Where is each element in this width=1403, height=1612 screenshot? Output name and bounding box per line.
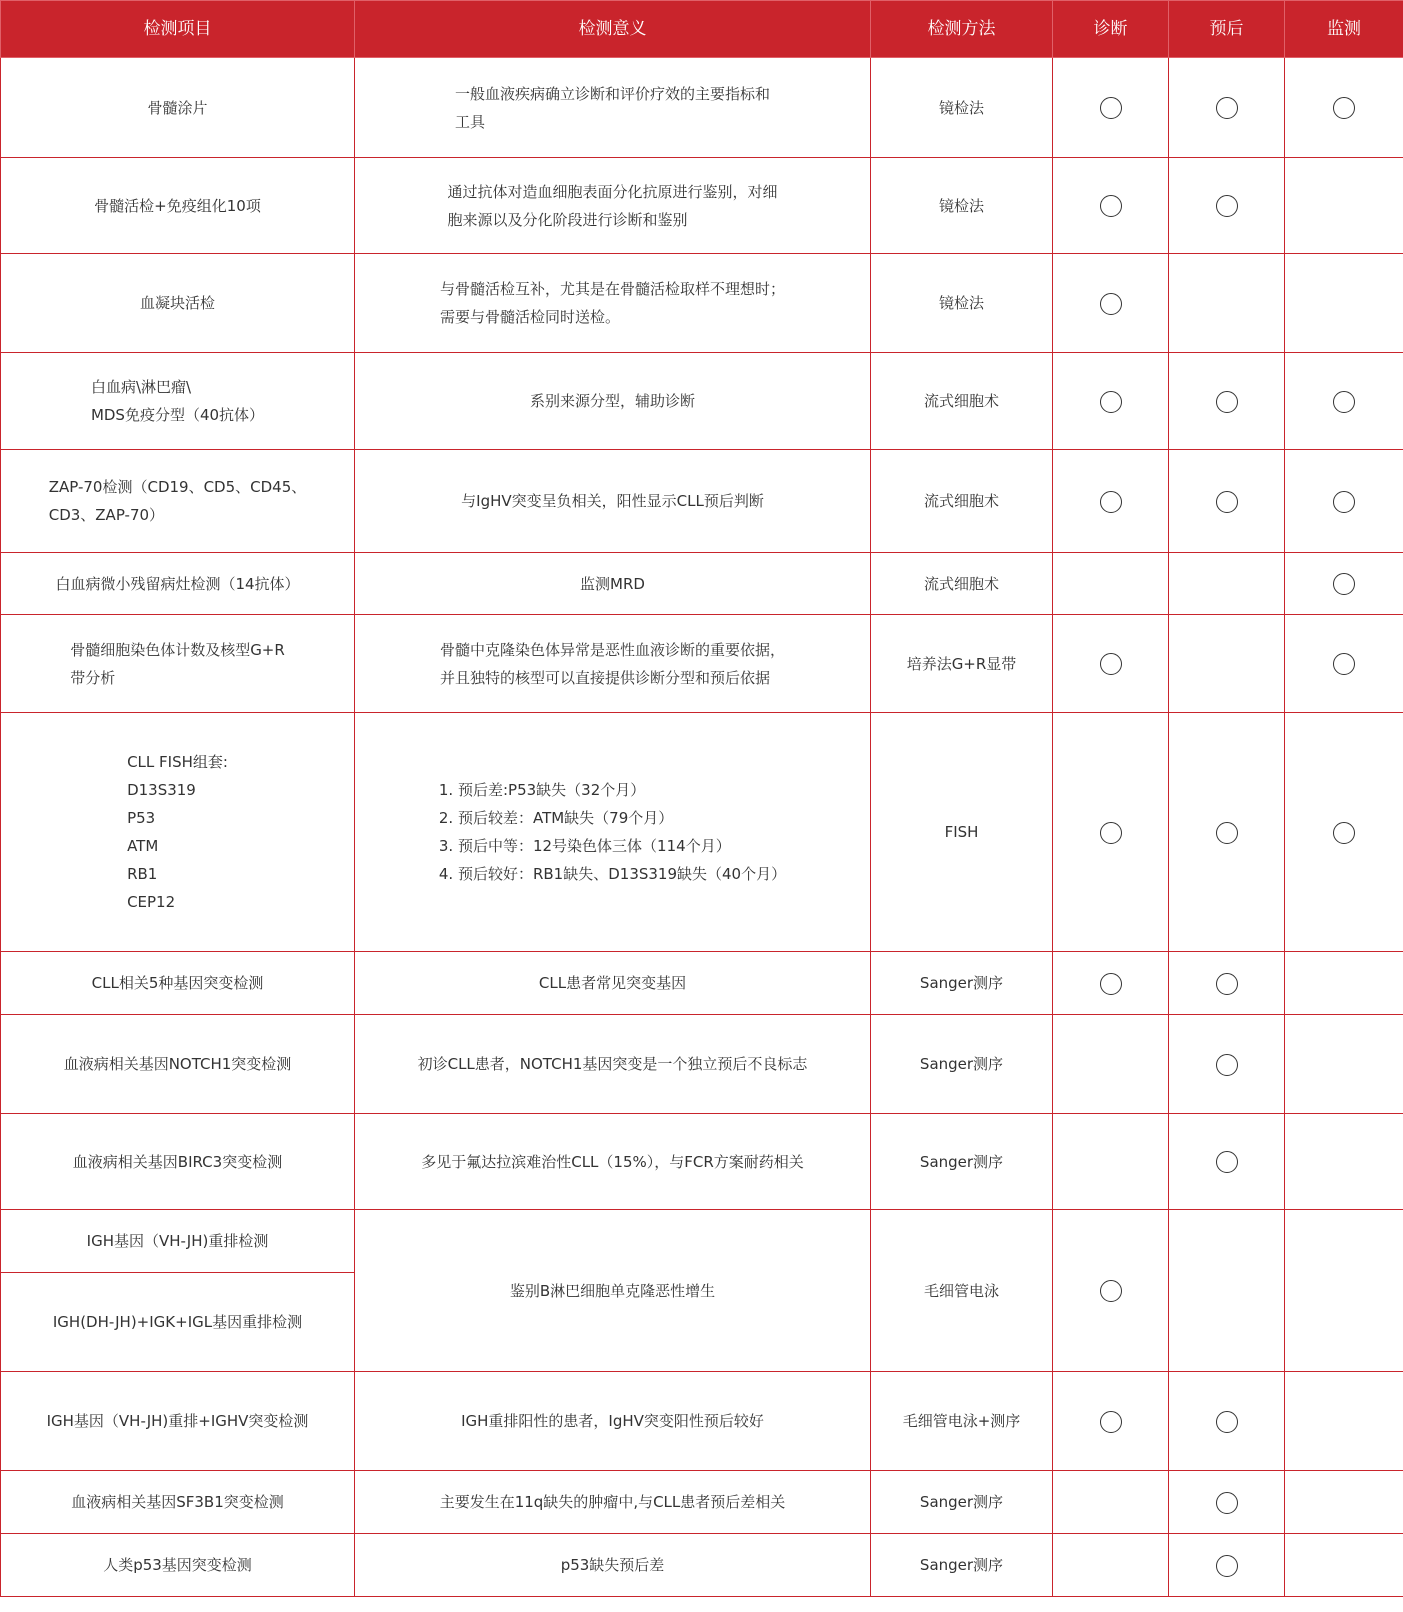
meaning-line: 需要与骨髓活检同时送检。 bbox=[439, 308, 620, 326]
cell-monitoring bbox=[1285, 1114, 1403, 1210]
cell-diagnosis bbox=[1053, 254, 1169, 353]
meaning-text bbox=[439, 776, 786, 888]
cell-item bbox=[1, 450, 355, 553]
cell-prognosis bbox=[1169, 450, 1285, 553]
item-text bbox=[140, 289, 215, 317]
cell-item bbox=[1, 158, 355, 254]
circle-icon bbox=[1216, 491, 1238, 513]
cell-diagnosis bbox=[1053, 353, 1169, 450]
cell-monitoring bbox=[1285, 952, 1403, 1015]
table-row bbox=[1, 58, 1403, 158]
cell-prognosis bbox=[1169, 254, 1285, 353]
cell-item bbox=[1, 1015, 355, 1114]
cell-meaning bbox=[355, 1372, 871, 1471]
meaning-text bbox=[561, 1551, 665, 1579]
cell-method: 流式细胞术 bbox=[871, 450, 1053, 553]
meaning-line: 1. 预后差:P53缺失（32个月） bbox=[438, 781, 646, 799]
item-text bbox=[55, 570, 299, 598]
meaning-line: CLL患者常见突变基因 bbox=[538, 974, 687, 993]
circle-icon bbox=[1216, 822, 1238, 844]
cell-method: 流式细胞术 bbox=[871, 553, 1053, 615]
item-line: IGH(DH-JH)+IGK+IGL基因重排检测 bbox=[52, 1313, 303, 1332]
item-line: IGH基因（VH-JH)重排+IGHV突变检测 bbox=[46, 1412, 309, 1431]
table-row bbox=[1, 553, 1403, 615]
cell-meaning bbox=[355, 952, 871, 1015]
item-line: ZAP-70检测（CD19、CD5、CD45、 bbox=[48, 478, 307, 496]
meaning-line: 监测MRD bbox=[580, 574, 645, 593]
circle-icon bbox=[1216, 1151, 1238, 1173]
cell-monitoring bbox=[1285, 713, 1403, 952]
cell-meaning bbox=[355, 1114, 871, 1210]
item-line: RB1 bbox=[127, 865, 158, 883]
header-meaning: 检测意义 bbox=[355, 1, 871, 58]
cell-prognosis bbox=[1169, 713, 1285, 952]
item-line: ATM bbox=[127, 837, 159, 855]
meaning-line: 3. 预后中等：12号染色体三体（114个月） bbox=[438, 837, 731, 855]
cell-diagnosis bbox=[1053, 1534, 1169, 1597]
item-line: 血液病相关基因SF3B1突变检测 bbox=[71, 1493, 284, 1512]
meaning-line: 并且独特的核型可以直接提供诊断分型和预后依据 bbox=[439, 668, 770, 687]
circle-icon bbox=[1216, 973, 1238, 995]
cell-method: Sanger测序 bbox=[871, 952, 1053, 1015]
cell-diagnosis bbox=[1053, 1471, 1169, 1534]
meaning-line: p53缺失预后差 bbox=[560, 1556, 665, 1575]
table-row bbox=[1, 1015, 1403, 1114]
item-text bbox=[87, 1227, 269, 1255]
cell-monitoring bbox=[1285, 353, 1403, 450]
cell-diagnosis bbox=[1053, 553, 1169, 615]
meaning-text bbox=[510, 1277, 715, 1305]
item-text bbox=[53, 1308, 302, 1336]
meaning-line: 与骨髓活检互补，尤其是在骨髓活检取样不理想时； bbox=[439, 280, 785, 298]
item-line: D13S319 bbox=[127, 781, 196, 799]
item-line: MDS免疫分型（40抗体） bbox=[90, 406, 265, 424]
cell-meaning bbox=[355, 1534, 871, 1597]
cell-item bbox=[1, 1372, 355, 1471]
table-row bbox=[1, 615, 1403, 713]
circle-icon bbox=[1100, 491, 1122, 513]
circle-icon bbox=[1100, 293, 1122, 315]
item-line: 骨髓涂片 bbox=[147, 98, 208, 117]
item-line: 骨髓活检+免疫组化10项 bbox=[94, 196, 261, 215]
circle-icon bbox=[1100, 653, 1122, 675]
circle-icon bbox=[1100, 1411, 1122, 1433]
item-text bbox=[47, 1407, 309, 1435]
cell-item bbox=[1, 1114, 355, 1210]
item-line: 血凝块活检 bbox=[139, 294, 215, 313]
header-method: 检测方法 bbox=[871, 1, 1053, 58]
meaning-line: 骨髓中克隆染色体异常是恶性血液诊断的重要依据， bbox=[439, 640, 785, 659]
table-header-row bbox=[1, 1, 1403, 58]
cell-item bbox=[1, 615, 355, 713]
table-row bbox=[1, 254, 1403, 353]
cell-item bbox=[1, 553, 355, 615]
item-line: CD3、ZAP-70） bbox=[48, 506, 165, 524]
table-row bbox=[1, 1114, 1403, 1210]
circle-icon bbox=[1100, 822, 1122, 844]
item-line: 骨髓细胞染色体计数及核型G+R bbox=[70, 640, 285, 659]
meaning-line: 系别来源分型，辅助诊断 bbox=[529, 392, 695, 411]
cell-method: 毛细管电泳+测序 bbox=[871, 1372, 1053, 1471]
cell-item bbox=[1, 713, 355, 952]
cell-monitoring bbox=[1285, 254, 1403, 353]
cell-prognosis bbox=[1169, 553, 1285, 615]
meaning-line: 2. 预后较差：ATM缺失（79个月） bbox=[438, 809, 674, 827]
item-text bbox=[49, 473, 307, 529]
table-row bbox=[1, 1534, 1403, 1597]
cell-monitoring bbox=[1285, 615, 1403, 713]
header-diagnosis: 诊断 bbox=[1053, 1, 1169, 58]
cell-meaning bbox=[355, 353, 871, 450]
cell-method: 毛细管电泳 bbox=[871, 1210, 1053, 1372]
header-prognosis: 预后 bbox=[1169, 1, 1285, 58]
cell-monitoring bbox=[1285, 1372, 1403, 1471]
cell-prognosis bbox=[1169, 1372, 1285, 1471]
cell-prognosis bbox=[1169, 1114, 1285, 1210]
table-row bbox=[1, 713, 1403, 952]
cell-method: Sanger测序 bbox=[871, 1015, 1053, 1114]
item-text bbox=[92, 969, 264, 997]
cell-monitoring bbox=[1285, 1210, 1403, 1372]
cell-meaning bbox=[355, 615, 871, 713]
item-line: 白血病微小残留病灶检测（14抗体） bbox=[55, 574, 300, 593]
cell-method: FISH bbox=[871, 713, 1053, 952]
circle-icon bbox=[1333, 391, 1355, 413]
cell-monitoring bbox=[1285, 450, 1403, 553]
cell-monitoring bbox=[1285, 58, 1403, 158]
cell-item bbox=[1, 58, 355, 158]
item-text bbox=[91, 373, 264, 429]
meaning-line: IGH重排阳性的患者，IgHV突变阳性预后较好 bbox=[461, 1412, 764, 1431]
cell-meaning bbox=[355, 1471, 871, 1534]
meaning-text bbox=[418, 1050, 808, 1078]
cell-item bbox=[1, 1471, 355, 1534]
meaning-line: 工具 bbox=[454, 112, 485, 131]
item-line: 血液病相关基因BIRC3突变检测 bbox=[72, 1152, 283, 1171]
circle-icon bbox=[1100, 195, 1122, 217]
meaning-text bbox=[580, 570, 645, 598]
cell-prognosis bbox=[1169, 615, 1285, 713]
cell-meaning bbox=[355, 58, 871, 158]
item-line: 带分析 bbox=[70, 668, 116, 687]
header-item: 检测项目 bbox=[1, 1, 355, 58]
cell-monitoring bbox=[1285, 1534, 1403, 1597]
cell-diagnosis bbox=[1053, 713, 1169, 952]
cell-diagnosis bbox=[1053, 450, 1169, 553]
cell-prognosis bbox=[1169, 58, 1285, 158]
cell-diagnosis bbox=[1053, 158, 1169, 254]
item-line: CLL FISH组套: bbox=[127, 753, 228, 771]
cell-monitoring bbox=[1285, 158, 1403, 254]
cell-method: 流式细胞术 bbox=[871, 353, 1053, 450]
circle-icon bbox=[1216, 195, 1238, 217]
circle-icon bbox=[1216, 1555, 1238, 1577]
meaning-line: 初诊CLL患者，NOTCH1基因突变是一个独立预后不良标志 bbox=[417, 1055, 808, 1074]
circle-icon bbox=[1333, 97, 1355, 119]
meaning-line: 一般血液疾病确立诊断和评价疗效的主要指标和 bbox=[454, 84, 770, 103]
circle-icon bbox=[1333, 822, 1355, 844]
meaning-text bbox=[440, 636, 785, 692]
item-text bbox=[94, 192, 261, 220]
meaning-text bbox=[440, 1488, 786, 1516]
meaning-line: 4. 预后较好：RB1缺失、D13S319缺失（40个月） bbox=[438, 865, 787, 883]
circle-icon bbox=[1216, 391, 1238, 413]
meaning-text bbox=[455, 80, 770, 136]
circle-icon bbox=[1100, 973, 1122, 995]
item-line: P53 bbox=[127, 809, 156, 827]
cell-item bbox=[1, 952, 355, 1015]
table-row bbox=[1, 1210, 1403, 1273]
meaning-line: 与IgHV突变呈负相关，阳性显示CLL预后判断 bbox=[461, 492, 764, 511]
item-line: CEP12 bbox=[127, 893, 176, 911]
item-text bbox=[103, 1551, 252, 1579]
meaning-text bbox=[447, 178, 777, 234]
circle-icon bbox=[1333, 573, 1355, 595]
meaning-text bbox=[539, 969, 686, 997]
cell-meaning bbox=[355, 713, 871, 952]
meaning-text bbox=[421, 1148, 804, 1176]
cell-diagnosis bbox=[1053, 615, 1169, 713]
circle-icon bbox=[1216, 1492, 1238, 1514]
circle-icon bbox=[1216, 1411, 1238, 1433]
cell-item bbox=[1, 1273, 355, 1372]
table-row bbox=[1, 450, 1403, 553]
cell-diagnosis bbox=[1053, 1015, 1169, 1114]
cell-meaning bbox=[355, 450, 871, 553]
cell-prognosis bbox=[1169, 1210, 1285, 1372]
cell-diagnosis bbox=[1053, 58, 1169, 158]
meaning-line: 多见于氟达拉滨难治性CLL（15%），与FCR方案耐药相关 bbox=[421, 1152, 804, 1171]
item-line: CLL相关5种基因突变检测 bbox=[91, 974, 264, 993]
cell-prognosis bbox=[1169, 1471, 1285, 1534]
table-row bbox=[1, 353, 1403, 450]
item-text bbox=[147, 94, 207, 122]
cell-monitoring bbox=[1285, 1471, 1403, 1534]
meaning-text bbox=[530, 387, 695, 415]
cell-method: Sanger测序 bbox=[871, 1471, 1053, 1534]
cell-item bbox=[1, 254, 355, 353]
meaning-line: 鉴别B淋巴细胞单克隆恶性增生 bbox=[509, 1281, 716, 1300]
table-row bbox=[1, 1372, 1403, 1471]
item-line: 人类p53基因突变检测 bbox=[103, 1556, 252, 1575]
cell-method: 镜检法 bbox=[871, 254, 1053, 353]
circle-icon bbox=[1333, 653, 1355, 675]
item-text bbox=[73, 1148, 282, 1176]
cell-diagnosis bbox=[1053, 952, 1169, 1015]
cell-diagnosis bbox=[1053, 1114, 1169, 1210]
cell-item bbox=[1, 1534, 355, 1597]
meaning-text bbox=[461, 1407, 764, 1435]
cell-meaning bbox=[355, 158, 871, 254]
table-row bbox=[1, 952, 1403, 1015]
circle-icon bbox=[1333, 491, 1355, 513]
circle-icon bbox=[1216, 97, 1238, 119]
circle-icon bbox=[1100, 1280, 1122, 1302]
meaning-text bbox=[440, 275, 785, 331]
cell-monitoring bbox=[1285, 553, 1403, 615]
cell-prognosis bbox=[1169, 158, 1285, 254]
cell-method: 培养法G+R显带 bbox=[871, 615, 1053, 713]
table-row bbox=[1, 158, 1403, 254]
meaning-line: 胞来源以及分化阶段进行诊断和鉴别 bbox=[447, 210, 688, 229]
item-text bbox=[70, 636, 285, 692]
cell-prognosis bbox=[1169, 1534, 1285, 1597]
cell-monitoring bbox=[1285, 1015, 1403, 1114]
item-text bbox=[127, 748, 228, 916]
cell-meaning bbox=[355, 254, 871, 353]
cell-meaning bbox=[355, 553, 871, 615]
cell-diagnosis bbox=[1053, 1372, 1169, 1471]
meaning-text bbox=[461, 487, 764, 515]
item-line: 白血病\淋巴瘤\ bbox=[90, 378, 192, 396]
meaning-line: 主要发生在11q缺失的肿瘤中,与CLL患者预后差相关 bbox=[439, 1493, 786, 1512]
cell-item bbox=[1, 353, 355, 450]
cell-prognosis bbox=[1169, 1015, 1285, 1114]
item-line: IGH基因（VH-JH)重排检测 bbox=[86, 1232, 269, 1251]
circle-icon bbox=[1100, 391, 1122, 413]
item-line: 血液病相关基因NOTCH1突变检测 bbox=[63, 1055, 292, 1074]
item-text bbox=[71, 1488, 284, 1516]
item-text bbox=[64, 1050, 292, 1078]
cell-method: 镜检法 bbox=[871, 158, 1053, 254]
cell-method: Sanger测序 bbox=[871, 1534, 1053, 1597]
cell-prognosis bbox=[1169, 353, 1285, 450]
cell-meaning bbox=[355, 1210, 871, 1372]
cell-method: Sanger测序 bbox=[871, 1114, 1053, 1210]
circle-icon bbox=[1100, 97, 1122, 119]
cell-item bbox=[1, 1210, 355, 1273]
cell-meaning bbox=[355, 1015, 871, 1114]
cell-prognosis bbox=[1169, 952, 1285, 1015]
meaning-line: 通过抗体对造血细胞表面分化抗原进行鉴别，对细 bbox=[447, 182, 778, 201]
cell-method: 镜检法 bbox=[871, 58, 1053, 158]
cell-diagnosis bbox=[1053, 1210, 1169, 1372]
table-row bbox=[1, 1471, 1403, 1534]
header-monitoring: 监测 bbox=[1285, 1, 1403, 58]
circle-icon bbox=[1216, 1054, 1238, 1076]
